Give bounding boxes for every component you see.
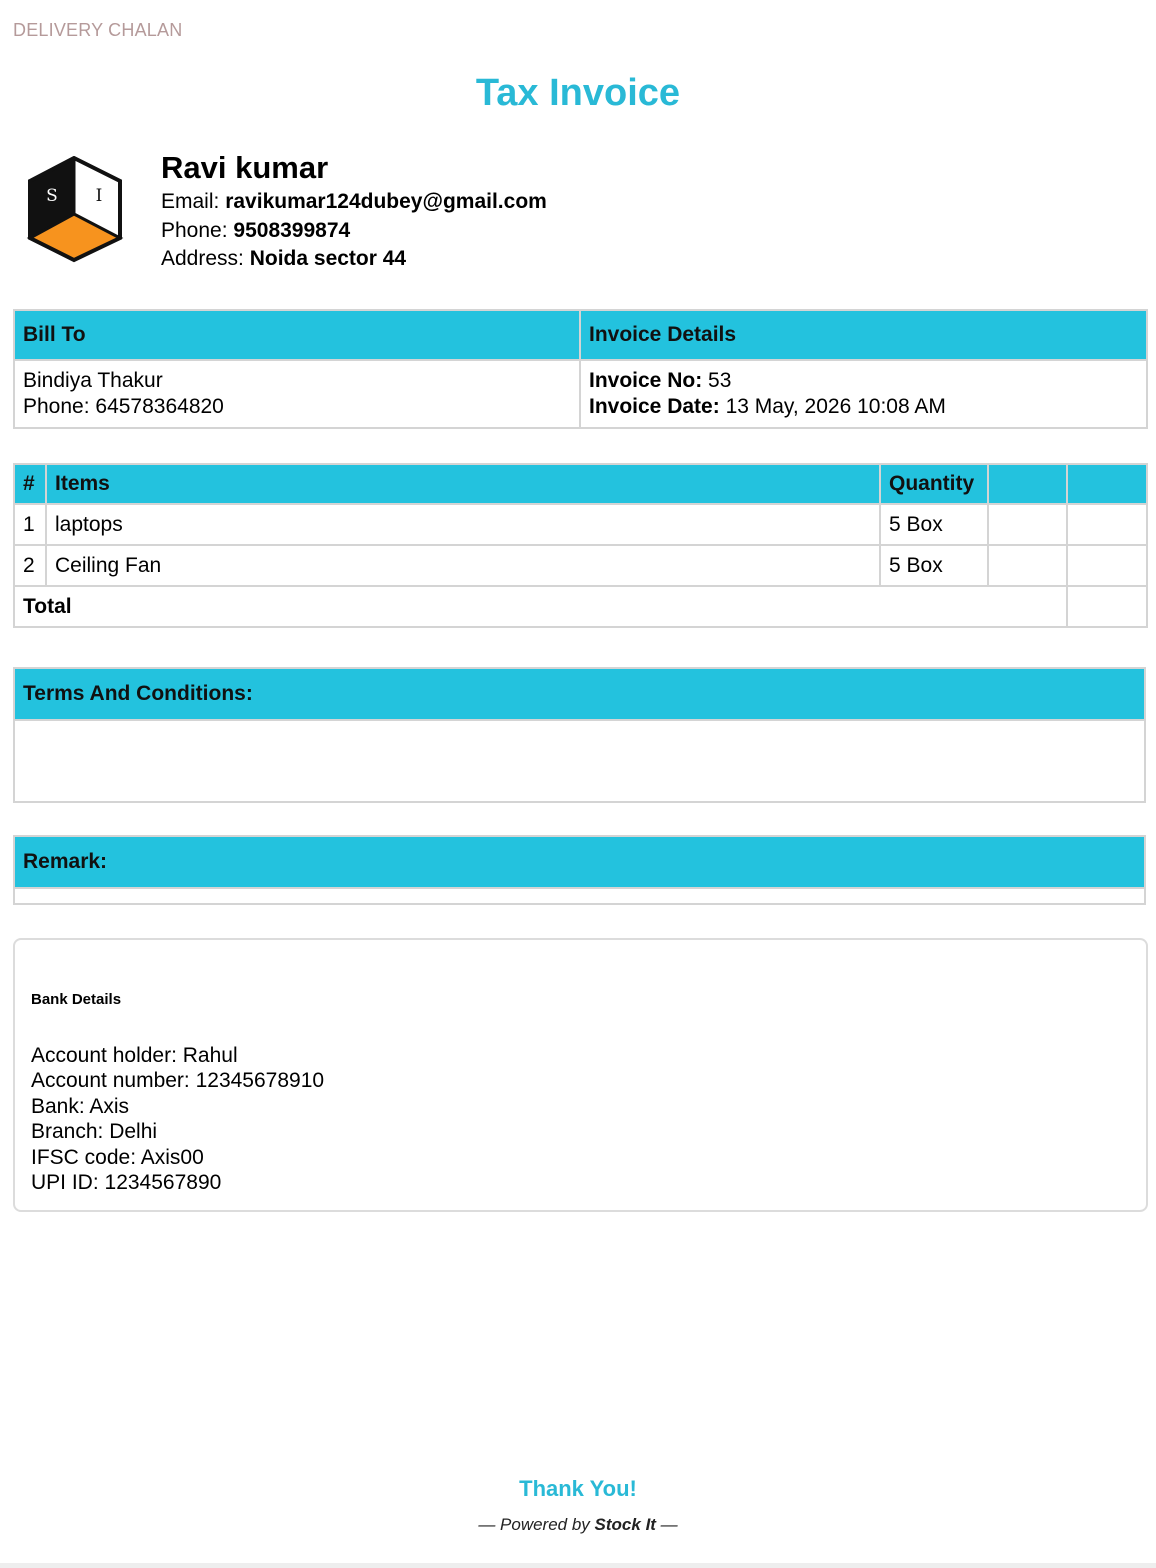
company-phone bbox=[161, 217, 547, 246]
phone-label: Phone: bbox=[161, 218, 228, 242]
invoice-number-label: Invoice No: bbox=[589, 369, 703, 392]
bank-name: Bank: Axis bbox=[31, 1094, 130, 1118]
table-row bbox=[14, 504, 1147, 545]
total-row bbox=[14, 586, 1147, 627]
address-value: Noida sector 44 bbox=[249, 247, 407, 270]
logo-letter-s: S bbox=[46, 186, 58, 206]
invoice-number: 53 bbox=[708, 369, 732, 392]
bank-upi: UPI ID: 1234567890 bbox=[31, 1171, 222, 1195]
table-row bbox=[14, 545, 1147, 586]
document-type-label: DELIVERY CHALAN bbox=[13, 20, 183, 40]
row-quantity: 5 Box bbox=[880, 504, 988, 545]
row-quantity: 5 Box bbox=[880, 545, 988, 586]
total-label: Total bbox=[14, 586, 1067, 627]
invoice-date: 13 May, 2026 10:08 AM bbox=[725, 395, 946, 418]
column-header-5 bbox=[1067, 464, 1147, 504]
remark-section bbox=[13, 835, 1146, 905]
row-index: 1 bbox=[14, 504, 46, 545]
customer-phone: Phone: 64578364820 bbox=[23, 395, 224, 418]
invoice-details-cell bbox=[580, 360, 1147, 428]
page-bottom-divider bbox=[0, 1563, 1156, 1568]
column-header-index: # bbox=[14, 464, 46, 504]
company-email bbox=[161, 188, 547, 217]
company-info bbox=[161, 148, 547, 274]
powered-suffix: — bbox=[655, 1515, 678, 1534]
email-value: ravikumar124dubey@gmail.com bbox=[225, 190, 547, 213]
row-col5 bbox=[1067, 504, 1147, 545]
bank-details-lines bbox=[31, 1043, 324, 1195]
row-item: laptops bbox=[46, 504, 880, 545]
terms-heading: Terms And Conditions: bbox=[14, 668, 1145, 720]
bank-branch: Branch: Delhi bbox=[31, 1120, 158, 1144]
customer-name: Bindiya Thakur bbox=[23, 369, 163, 392]
bill-to-cell bbox=[14, 360, 580, 428]
bank-account-holder: Account holder: Rahul bbox=[31, 1044, 238, 1067]
address-label: Address: bbox=[161, 247, 244, 270]
powered-prefix: — Powered by bbox=[478, 1515, 595, 1534]
invoice-details-heading: Invoice Details bbox=[580, 310, 1147, 360]
bill-to-invoice-details-table bbox=[13, 309, 1148, 429]
invoice-number-line bbox=[589, 368, 1138, 394]
thank-you-message: Thank You! bbox=[519, 1476, 637, 1501]
row-col4 bbox=[988, 504, 1067, 545]
items-table bbox=[13, 463, 1148, 628]
page-title: Tax Invoice bbox=[475, 72, 681, 114]
phone-value: 9508399874 bbox=[233, 218, 351, 242]
row-col5 bbox=[1067, 545, 1147, 586]
invoice-date-line bbox=[589, 394, 1138, 420]
invoice-date-label: Invoice Date: bbox=[589, 395, 720, 418]
row-index: 2 bbox=[14, 545, 46, 586]
items-header-row bbox=[14, 464, 1147, 504]
total-value bbox=[1067, 586, 1147, 627]
email-label: Email: bbox=[161, 190, 220, 213]
terms-section bbox=[13, 667, 1146, 803]
remark-heading: Remark: bbox=[14, 836, 1145, 888]
terms-body bbox=[14, 720, 1145, 802]
bank-ifsc: IFSC code: Axis00 bbox=[31, 1145, 204, 1169]
row-item: Ceiling Fan bbox=[46, 545, 880, 586]
bank-account-number: Account number: 12345678910 bbox=[31, 1069, 325, 1093]
remark-body bbox=[14, 888, 1145, 904]
column-header-4 bbox=[988, 464, 1067, 504]
company-name: Ravi kumar bbox=[161, 150, 329, 185]
bill-to-heading: Bill To bbox=[14, 310, 580, 360]
company-address bbox=[161, 245, 547, 274]
bank-details-title: Bank Details bbox=[31, 991, 122, 1008]
powered-by-footer bbox=[0, 1515, 1156, 1535]
column-header-items: Items bbox=[46, 464, 880, 504]
logo-letter-i: I bbox=[95, 186, 103, 206]
column-header-quantity: Quantity bbox=[880, 464, 988, 504]
row-col4 bbox=[988, 545, 1067, 586]
bank-details-card bbox=[13, 938, 1148, 1212]
company-logo bbox=[26, 156, 126, 266]
powered-brand: Stock It bbox=[594, 1515, 656, 1534]
